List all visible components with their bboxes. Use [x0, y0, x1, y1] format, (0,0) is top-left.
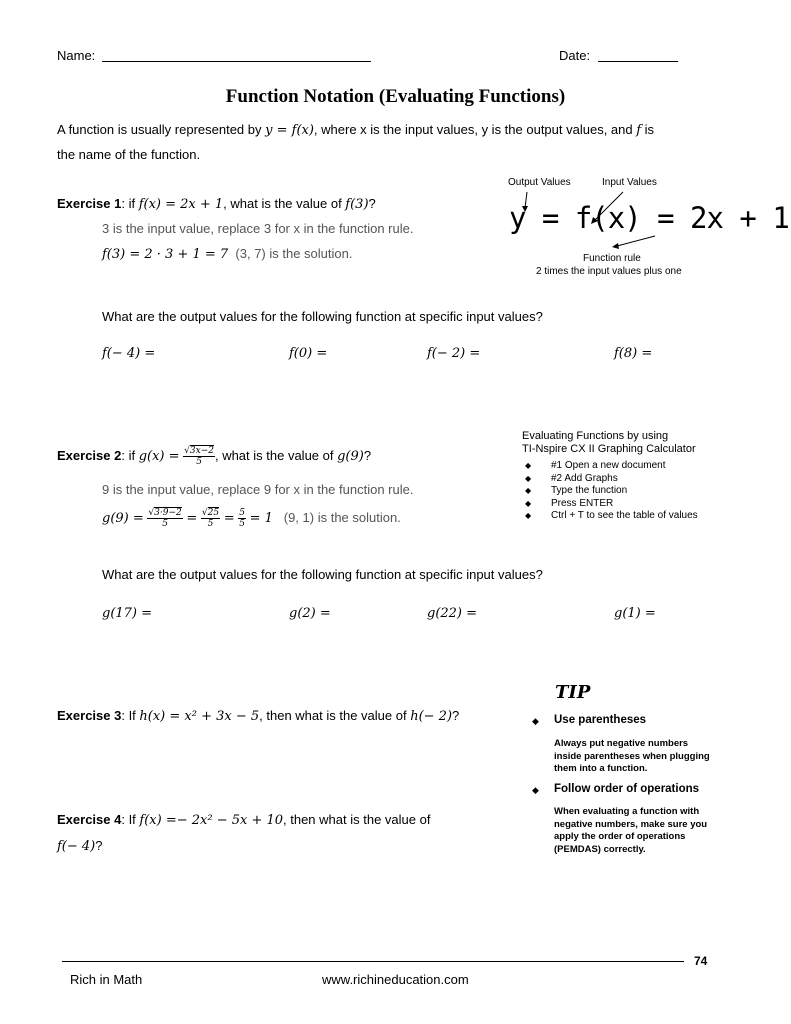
ex1-function: f(x) = 2x + 1: [138, 197, 224, 212]
ex2-step2: g(9) = $\frac{√3\cdot 9-2}{5}$ = $\frac{√25}{5}$ = $\frac{5}{5}$ = 1 (9, 1) is the solution.: [102, 508, 401, 529]
name-label: Name:: [57, 48, 96, 63]
prompt-2: What are the output values for the following function at specific input values?: [102, 567, 543, 582]
ex1-label: Exercise 1: [57, 196, 122, 211]
ex1-step2-expr: f(3) = 2 · 3 + 1 = 7: [102, 247, 229, 262]
ex4-label: Exercise 4: [57, 812, 122, 827]
intro-line1: [57, 122, 737, 138]
row1-item-1: f(− 4) =: [102, 346, 156, 361]
intro-post: is: [641, 122, 655, 137]
intro-mid: , where x is the input values, y is the output values, and: [313, 122, 637, 137]
exercise-4: Exercise 4: If f(x) =− 2x² − 5x + 10, then what is the value of: [57, 812, 431, 828]
intro-line2: the name of the function.: [57, 147, 201, 162]
tip-bullet-2-icon: ◆: [532, 785, 539, 795]
calc-step-5: ◆ Ctrl + T to see the table of values: [551, 510, 698, 521]
calc-step-2: ◆ #2 Add Graphs: [551, 473, 698, 484]
function-rule-label: Function rule: [583, 253, 641, 264]
exercise-1: Exercise 1: if f(x) = 2x + 1, what is the value of f(3)?: [57, 196, 376, 212]
ex2-fraction: $\frac{√3x-2}{5}$: [184, 446, 214, 467]
input-values-label: Input Values: [602, 177, 657, 188]
calc-steps: [551, 460, 698, 523]
ex2-label: Exercise 2: [57, 447, 122, 463]
exercise-3: Exercise 3: If h(x) = x² + 3x − 5, then what is the value of h(− 2)?: [57, 708, 460, 724]
ex2-step1: 9 is the input value, replace 9 for x in the function rule.: [102, 482, 414, 497]
row1-item-2: f(0) =: [289, 346, 328, 361]
ex1-step1: 3 is the input value, replace 3 for x in the function rule.: [102, 221, 414, 236]
rule-arrow: [617, 236, 655, 246]
tip-b1: Use parentheses: [554, 714, 647, 726]
tip-b2: Follow order of operations: [554, 783, 700, 795]
tip-p1: Always put negative numbers inside parentheses when plugging them into a function.: [554, 738, 710, 774]
exercise-4-line2: f(− 4)?: [57, 838, 103, 854]
name-input-line[interactable]: [102, 61, 371, 62]
row1-item-4: f(8) =: [614, 346, 653, 361]
intro-expr: y = f(x): [265, 123, 314, 138]
calc-title-2: TI-Nspire CX II Graphing Calculator: [522, 443, 696, 455]
row2-item-4: g(1) =: [614, 606, 656, 621]
tip-bullet-1-icon: ◆: [532, 716, 539, 726]
calc-step-4: ◆ Press ENTER: [551, 498, 698, 509]
date-input-line[interactable]: [598, 61, 678, 62]
tip-heading: TIP: [555, 682, 591, 703]
page-title: Function Notation (Evaluating Functions): [225, 86, 566, 107]
calc-step-3: ◆ Type the function: [551, 485, 698, 496]
diagram-equation: y = f(x) = 2x + 1: [509, 201, 789, 235]
row2-item-3: g(22) =: [427, 606, 478, 621]
row2-item-1: g(17) =: [102, 606, 153, 621]
footer-url[interactable]: www.richineducation.com: [322, 972, 469, 987]
footer-left: Rich in Math: [70, 972, 143, 987]
ex1-step2: f(3) = 2 · 3 + 1 = 7 (3, 7) is the solution.: [102, 246, 353, 262]
intro-f: f: [636, 123, 642, 138]
intro-pre: A function is usually represented by: [57, 122, 266, 137]
calc-step-1: ◆ #1 Open a new document: [551, 460, 698, 471]
output-values-label: Output Values: [508, 177, 571, 188]
row2-item-2: g(2) =: [289, 606, 331, 621]
prompt-1: What are the output values for the following function at specific input values?: [102, 309, 543, 324]
ex3-label: Exercise 3: [57, 708, 122, 723]
row1-item-3: f(− 2) =: [427, 346, 481, 361]
footer-divider: [62, 961, 684, 962]
date-label: Date:: [559, 48, 591, 63]
tip-p2: When evaluating a function with negative numbers, make sure you apply the order of operations (PEMDAS) correctly.: [554, 806, 708, 855]
function-rule-desc: 2 times the input values plus one: [536, 266, 682, 277]
calc-title-1: Evaluating Functions by using: [522, 430, 669, 442]
page-number: 74: [694, 954, 708, 968]
exercise-2: Exercise 2: if g(x) = $\frac{√3x-2}{5}$ , what is the value of g(9)?: [57, 446, 372, 467]
